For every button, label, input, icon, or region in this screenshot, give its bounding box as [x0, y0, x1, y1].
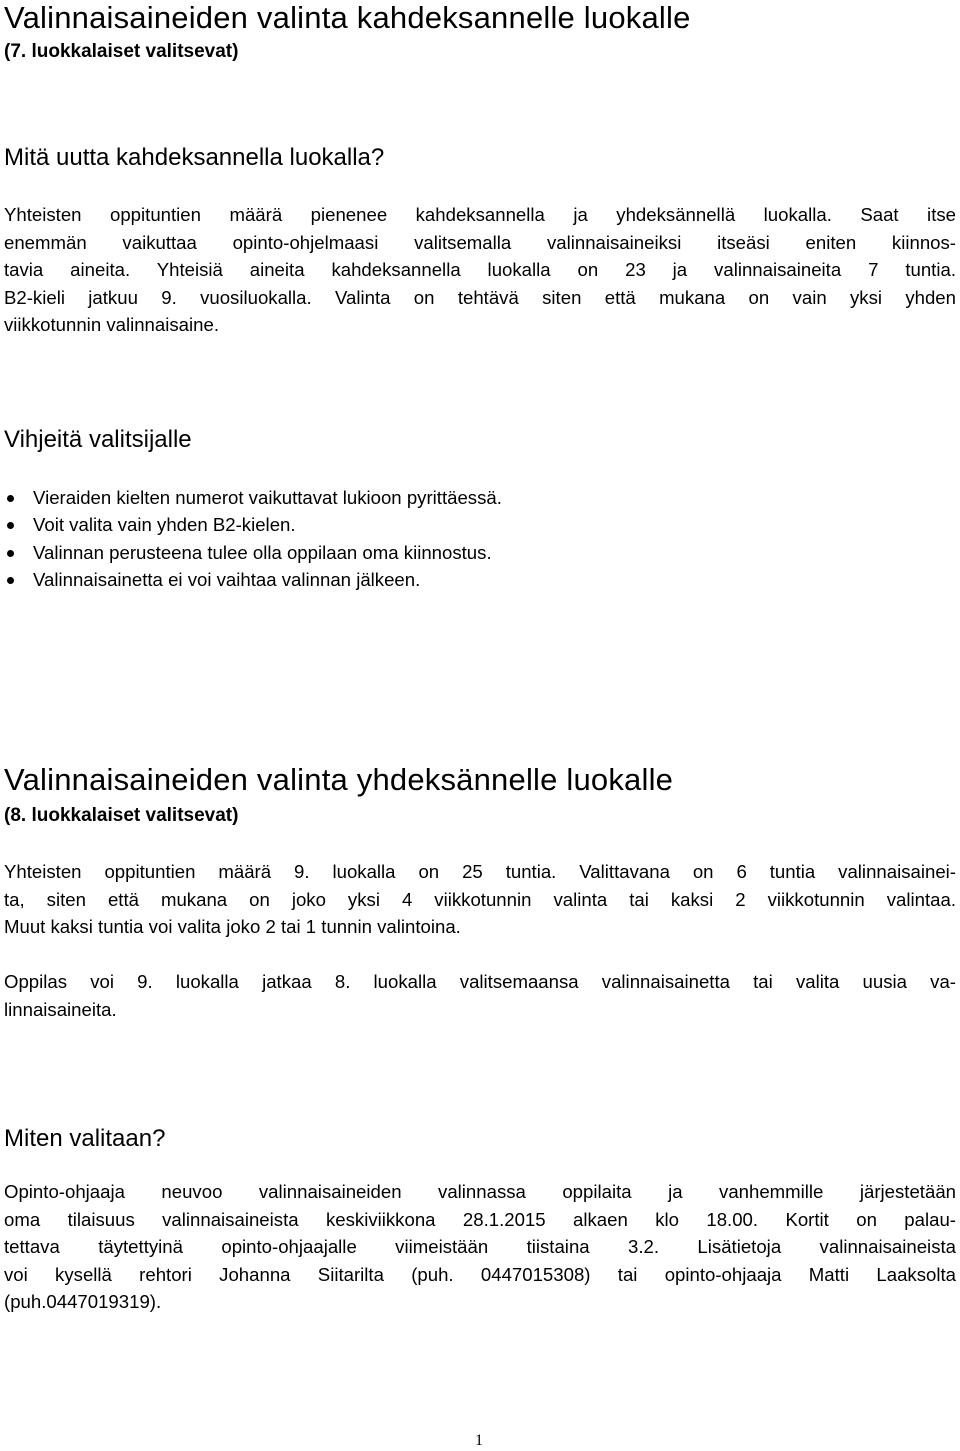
list-item: Valinnan perusteena tulee olla oppilaan oma kiinnostus.: [4, 539, 502, 566]
paragraph-line: B2-kieli jatkuu 9. vuosiluokalla. Valinta on tehtävä siten että mukana on vain yksi yhden: [4, 286, 956, 308]
paragraph-line: (puh.0447019319).: [4, 1291, 162, 1312]
section1-question: Mitä uutta kahdeksannella luokalla?: [4, 144, 385, 171]
tips-list: [4, 484, 502, 593]
paragraph-line: viikkotunnin valinnaisaine.: [4, 314, 219, 335]
paragraph-line: oma tilaisuus valinnaisaineista keskiviikkona 28.1.2015 alkaen klo 18.00. Kortit on palau-: [4, 1208, 956, 1230]
paragraph-line: tavia aineita. Yhteisiä aineita kahdeksannella luokalla on 23 ja valinnaisaineita 7 tuntia.: [4, 259, 956, 280]
list-item: Voit valita vain yhden B2-kielen.: [4, 511, 502, 538]
paragraph-line: Oppilas voi 9. luokalla jatkaa 8. luokalla valitsemaansa valinnaisainetta tai valita uusia va-: [4, 971, 956, 992]
paragraph-line: enemmän vaikuttaa opinto-ohjelmaasi valitsemalla valinnaisaineiksi itseäsi eniten kiinnos-: [4, 231, 956, 253]
paragraph-line: Opinto-ohjaaja neuvoo valinnaisaineiden valinnassa oppilaita ja vanhemmille järjestetään: [4, 1181, 956, 1202]
section3-heading: Miten valitaan?: [4, 1125, 166, 1152]
section2-title: Valinnaisaineiden valinta yhdeksännelle luokalle: [4, 762, 674, 797]
paragraph-line: Yhteisten oppituntien määrä 9. luokalla on 25 tuntia. Valittavana on 6 tuntia valinnaisainei-: [4, 861, 956, 882]
page-number: 1: [475, 1432, 483, 1449]
section2-paragraph-1: [4, 858, 956, 941]
paragraph-line: voi kysellä rehtori Johanna Siitarilta (puh. 0447015308) tai opinto-ohjaaja Matti Laaksolta: [4, 1263, 956, 1285]
list-item: Valinnaisainetta ei voi vaihtaa valinnan jälkeen.: [4, 566, 502, 593]
list-item: Vieraiden kielten numerot vaikuttavat lukioon pyrittäessä.: [4, 484, 502, 511]
section1-title: Valinnaisaineiden valinta kahdeksannelle luokalle: [4, 0, 691, 35]
paragraph-line: Yhteisten oppituntien määrä pienenee kahdeksannella ja yhdeksännellä luokalla. Saat itse: [4, 204, 956, 225]
section1-subtitle: (7. luokkalaiset valitsevat): [4, 41, 239, 62]
paragraph-line: tettava täytettyinä opinto-ohjaajalle viimeistään tiistaina 3.2. Lisätietoja valinnaisaineista: [4, 1236, 956, 1257]
section2-subtitle: (8. luokkalaiset valitsevat): [4, 805, 239, 826]
tips-heading: Vihjeitä valitsijalle: [4, 426, 192, 453]
paragraph-line: Muut kaksi tuntia voi valita joko 2 tai 1 tunnin valintoina.: [4, 916, 461, 937]
paragraph-line: linnaisaineita.: [4, 998, 117, 1020]
section1-paragraph: [4, 201, 956, 339]
section3-paragraph: [4, 1178, 956, 1316]
paragraph-line: ta, siten että mukana on joko yksi 4 viikkotunnin valinta tai kaksi 2 viikkotunnin valintaa.: [4, 888, 956, 910]
section2-paragraph-2: [4, 968, 956, 1023]
